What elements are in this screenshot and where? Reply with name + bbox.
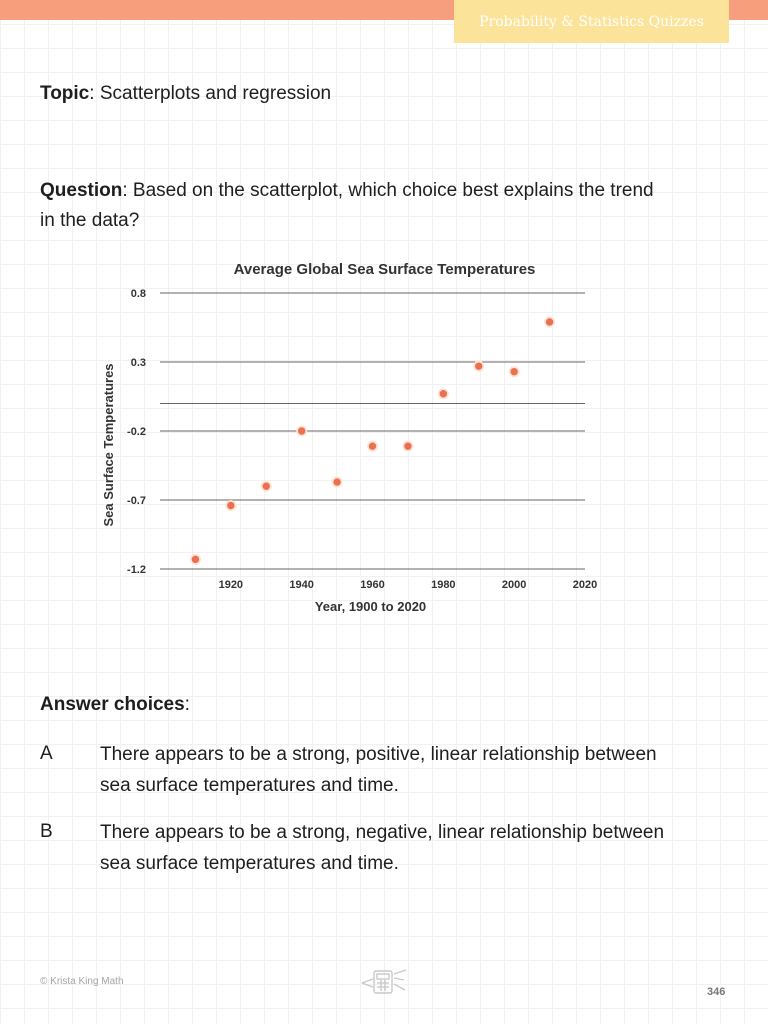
question-label: Question	[40, 180, 123, 201]
x-tick-label: 2020	[572, 579, 598, 591]
data-point	[510, 367, 519, 376]
data-point	[332, 477, 341, 486]
question-text-1: : Based on the scatterplot, which choice best explains the trend	[122, 180, 654, 201]
footer-copyright: © Krista King Math	[40, 976, 124, 987]
answers-heading	[40, 690, 190, 720]
chart-title: Average Global Sea Surface Temperatures	[233, 261, 536, 278]
question-line-2	[40, 206, 139, 236]
x-tick-label: 1940	[289, 579, 314, 591]
answers-label-suffix: :	[184, 694, 190, 715]
choice-b-line-2[interactable]: sea surface temperatures and time.	[100, 853, 399, 874]
y-tick-label: 0.8	[130, 288, 146, 300]
calculator-pencil-icon	[360, 966, 408, 1001]
data-point	[297, 426, 306, 435]
scatterplot-chart	[90, 252, 610, 622]
data-point	[474, 362, 483, 371]
data-point	[403, 442, 412, 451]
y-tick-label: -1.2	[127, 564, 146, 576]
data-point	[226, 501, 235, 510]
header-section-tab	[454, 0, 729, 43]
data-point	[439, 389, 448, 398]
x-axis-label: Year, 1900 to 2020	[314, 599, 427, 614]
data-point	[191, 555, 200, 564]
topic-text: : Scatterplots and regression	[89, 83, 332, 104]
y-tick-label: -0.7	[127, 495, 146, 507]
data-point	[262, 482, 271, 491]
page-number: 346	[707, 986, 726, 998]
y-tick-label: 0.3	[130, 357, 146, 369]
choice-a-line-1[interactable]: There appears to be a strong, positive, linear relationship between	[100, 744, 657, 765]
data-point	[368, 442, 377, 451]
x-tick-label: 1920	[218, 579, 244, 591]
y-axis-label: Sea Surface Temperatures	[101, 363, 116, 527]
data-point	[545, 317, 554, 326]
choice-a-letter[interactable]: A	[40, 743, 53, 764]
answers-label: Answer choices	[40, 694, 185, 715]
topic-label: Topic	[40, 83, 90, 104]
choice-b-line-1[interactable]: There appears to be a strong, negative, linear relationship between	[100, 822, 665, 843]
header-title: Probability & Statistics Quizzes	[479, 13, 704, 30]
x-tick-label: 1960	[360, 579, 385, 591]
choice-a-line-2[interactable]: sea surface temperatures and time.	[100, 775, 399, 796]
choice-b-letter[interactable]: B	[40, 821, 53, 842]
question-text-2: in the data?	[40, 210, 140, 231]
topic-line	[40, 79, 331, 109]
question-line-1	[40, 176, 654, 206]
y-tick-label: -0.2	[127, 426, 146, 438]
x-tick-label: 1980	[431, 579, 456, 591]
x-tick-label: 2000	[501, 579, 527, 591]
